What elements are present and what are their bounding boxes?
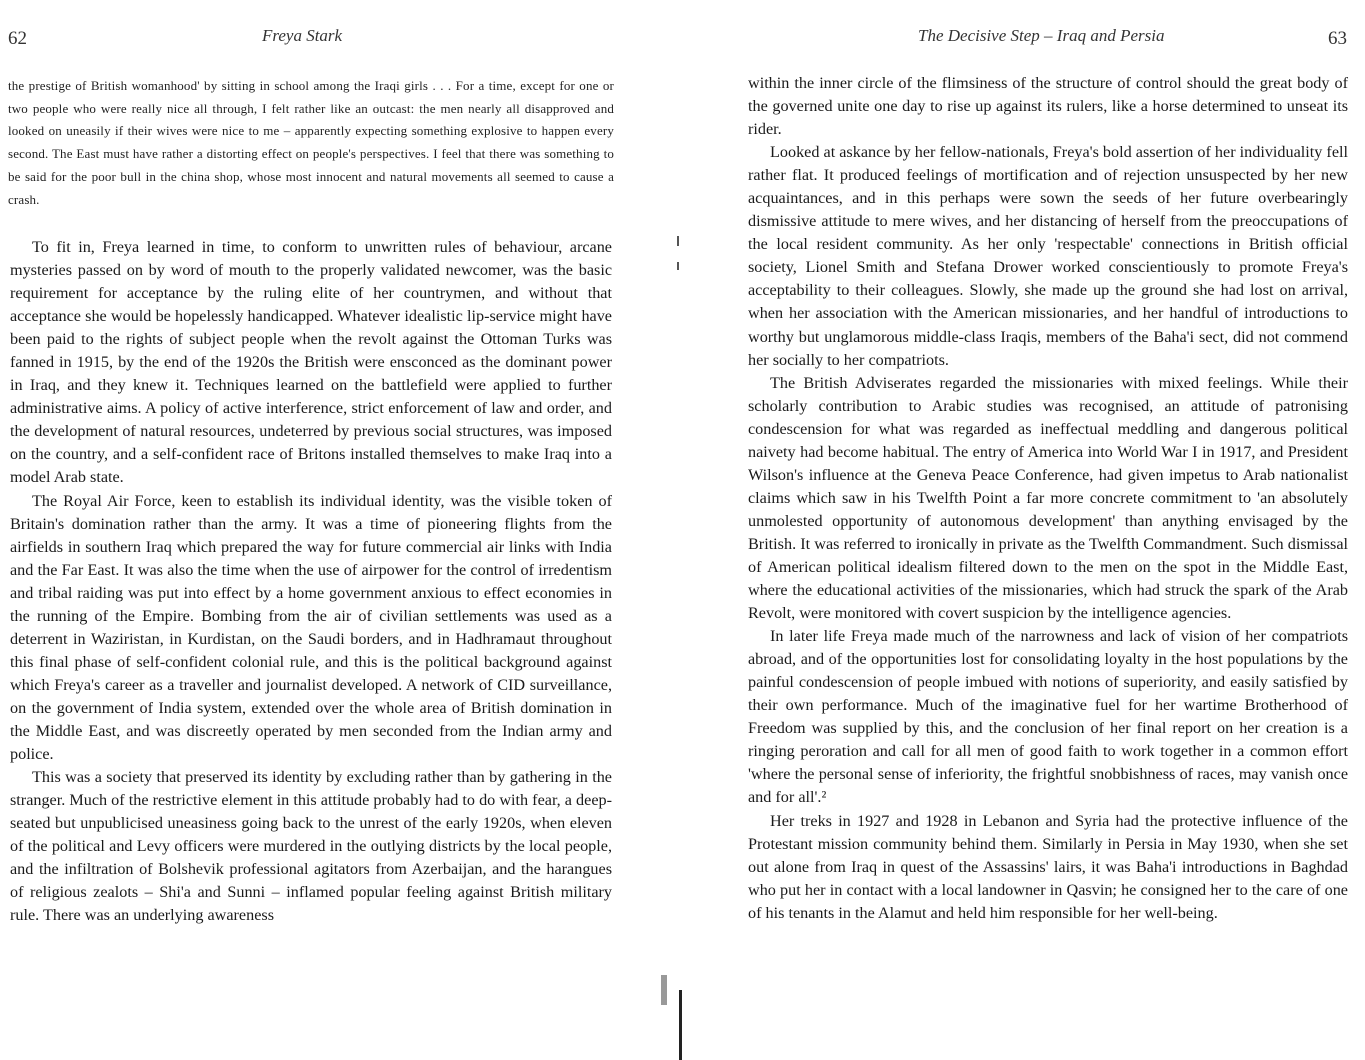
- right-page: [700, 0, 1365, 1060]
- paragraph: The British Adviserates regarded the missionaries with mixed feelings. While their scholarly contribution to Arabic studies was recognised, an attitude of patronising condescension for what was regarded as ineffectual meddling and dangerous political naivety had become habitual. The entry of America into World War I in 1917, and President Wilson's influence at the Geneva Peace Conference, had given impetus to Arab nationalist claims which saw in his Twelfth Point a far more concrete commitment to 'an absolutely unmolested opportunity of autonomous development' than anything envisaged by the British. It was referred to ironically in private as the Twelfth Commandment. Such dismissal of American political idealism filtered down to the men on the spot in the Middle East, where the educational activities of the missionaries, which had struck the spark of the Arab Revolt, were monitored with covert suspicion by the intelligence agencies.: [748, 373, 1348, 623]
- book-spine: [679, 990, 682, 1060]
- body-text: [10, 236, 612, 927]
- scan-artifact: [677, 262, 679, 270]
- body-text: [748, 72, 1348, 925]
- page-number: 62: [8, 28, 27, 49]
- left-page: [0, 0, 640, 1060]
- paragraph: Looked at askance by her fellow-nationals, Freya's bold assertion of her individuality fell rather flat. It produced feelings of mortification and of rejection unsuspected by her new acquaintances, and in this perhaps were sown the seeds of her future overbearingly dismissive attitude to mere wives, and her distancing of herself from the preoccupations of the local resident community. As her only 'respectable' connections in British official society, Lionel Smith and Stefana Drower worked conscientiously to promote Freya's acceptability to their colleagues. Slowly, she made up the ground she had lost on arrival, when her association with the American missionaries, and her handful of introductions to worthy but unglamorous middle-class Iraqis, members of the Baha'i sect, did not commend her socially to her compatriots.: [748, 143, 1348, 369]
- paragraph: Her treks in 1927 and 1928 in Lebanon and Syria had the protective influence of the Protestant mission community behind them. Similarly in Persia in May 1930, when she set out alone from Iraq in quest of the Assassins' lairs, it was Baha'i introductions in Baghdad who put her in contact with a local landowner in Qasvin; he consigned her to the care of one of his tenants in the Alamut and held him responsible for her well-being.: [748, 811, 1348, 922]
- paragraph-continuation: within the inner circle of the flimsiness of the structure of control should the great body of the governed unite one day to rise up against its rulers, like a horse determined to unseat its rider.: [748, 74, 1348, 139]
- paragraph: This was a society that preserved its identity by excluding rather than by gathering in the stranger. Much of the restrictive element in this attitude probably had to do with fear, a deep-seated but unpublicised uneasiness going back to the unrest of the early 1920s, when eleven of the political and Levy officers were murdered in the outlying districts by the local people, and the infiltration of Bolshevik professional agitators from Azerbaijan, and the harangues of religious zealots – Shi'a and Sunni – inflamed popular feeling against British military rule. There was an underlying awareness: [10, 768, 612, 925]
- paragraph: The Royal Air Force, keen to establish its individual identity, was the visible token of Britain's domination rather than the army. It was a time of pioneering flights from the airfields in southern Iraq which prepared the way for future commercial air links with India and the Far East. It was also the time when the use of airpower for the control of irredentism and tribal raiding was put into effect by a home government anxious to effect economies in the running of the Empire. Bombing from the air of civilian settlements was used as a deterrent in Waziristan, in Kurdistan, on the Saudi borders, and in Hadhramaut throughout this final phase of self-confident colonial rule, and this is the political background against which Freya's career as a traveller and journalist developed. A network of CID surveillance, on the government of India system, extended over the whole area of British domination in the Middle East, and was discreetly operated by men seconded from the Indian army and police.: [10, 491, 612, 764]
- running-head: Freya Stark: [262, 26, 343, 45]
- paragraph: In later life Freya made much of the narrowness and lack of vision of her compatriots abroad, and of the opportunities lost for consolidating loyalty in the host populations by the painful condescension of people imbued with notions of superiority, and easily satisfied by their own performance. Much of the imaginative fuel for her wartime Brotherhood of Freedom was supplied by this, and the conclusion of her final report on her creation is a ringing peroration and call for all men of good faith to work together in a common effort 'where the personal sense of inferiority, the frightful snobbishness of races, may vanish once and for all'.²: [748, 627, 1348, 807]
- scan-artifact: [661, 975, 667, 1005]
- block-quote: the prestige of British womanhood' by sitting in school among the Iraqi girls . . . For a time, except for one or two people who were really nice all through, I felt rather like an outcast: the men nearly all disapproved and looked on uneasily if their wives were nice to me – apparently expecting something explosive to happen every second. The East must have rather a distorting effect on people's perspectives. I feel that there was something to be said for the poor bull in the china shop, whose most innocent and natural movements all seemed to cause a crash.: [8, 78, 614, 207]
- scan-artifact: [677, 236, 679, 246]
- paragraph: To fit in, Freya learned in time, to conform to unwritten rules of behaviour, arcane mysteries passed on by word of mouth to the properly validated newcomer, was the basic requirement for acceptance by the ruling elite of her countrymen, and without that acceptance she would be hopelessly handicapped. Whatever idealistic lip-service might have been paid to the rights of subject people when the revolt against the Ottoman Turks was fanned in 1915, by the end of the 1920s the British were ensconced as the dominant power in Iraq, and they knew it. Techniques learned on the battlefield were applied to further administrative aims. A policy of active interference, strict enforcement of law and order, and the development of natural resources, undeterred by previous social structures, was imposed on the country, and a self-confident race of Britons installed themselves to make Iraq into a model Arab state.: [10, 238, 612, 487]
- running-head: The Decisive Step – Iraq and Persia: [918, 26, 1165, 45]
- page-number: 63: [1328, 28, 1347, 49]
